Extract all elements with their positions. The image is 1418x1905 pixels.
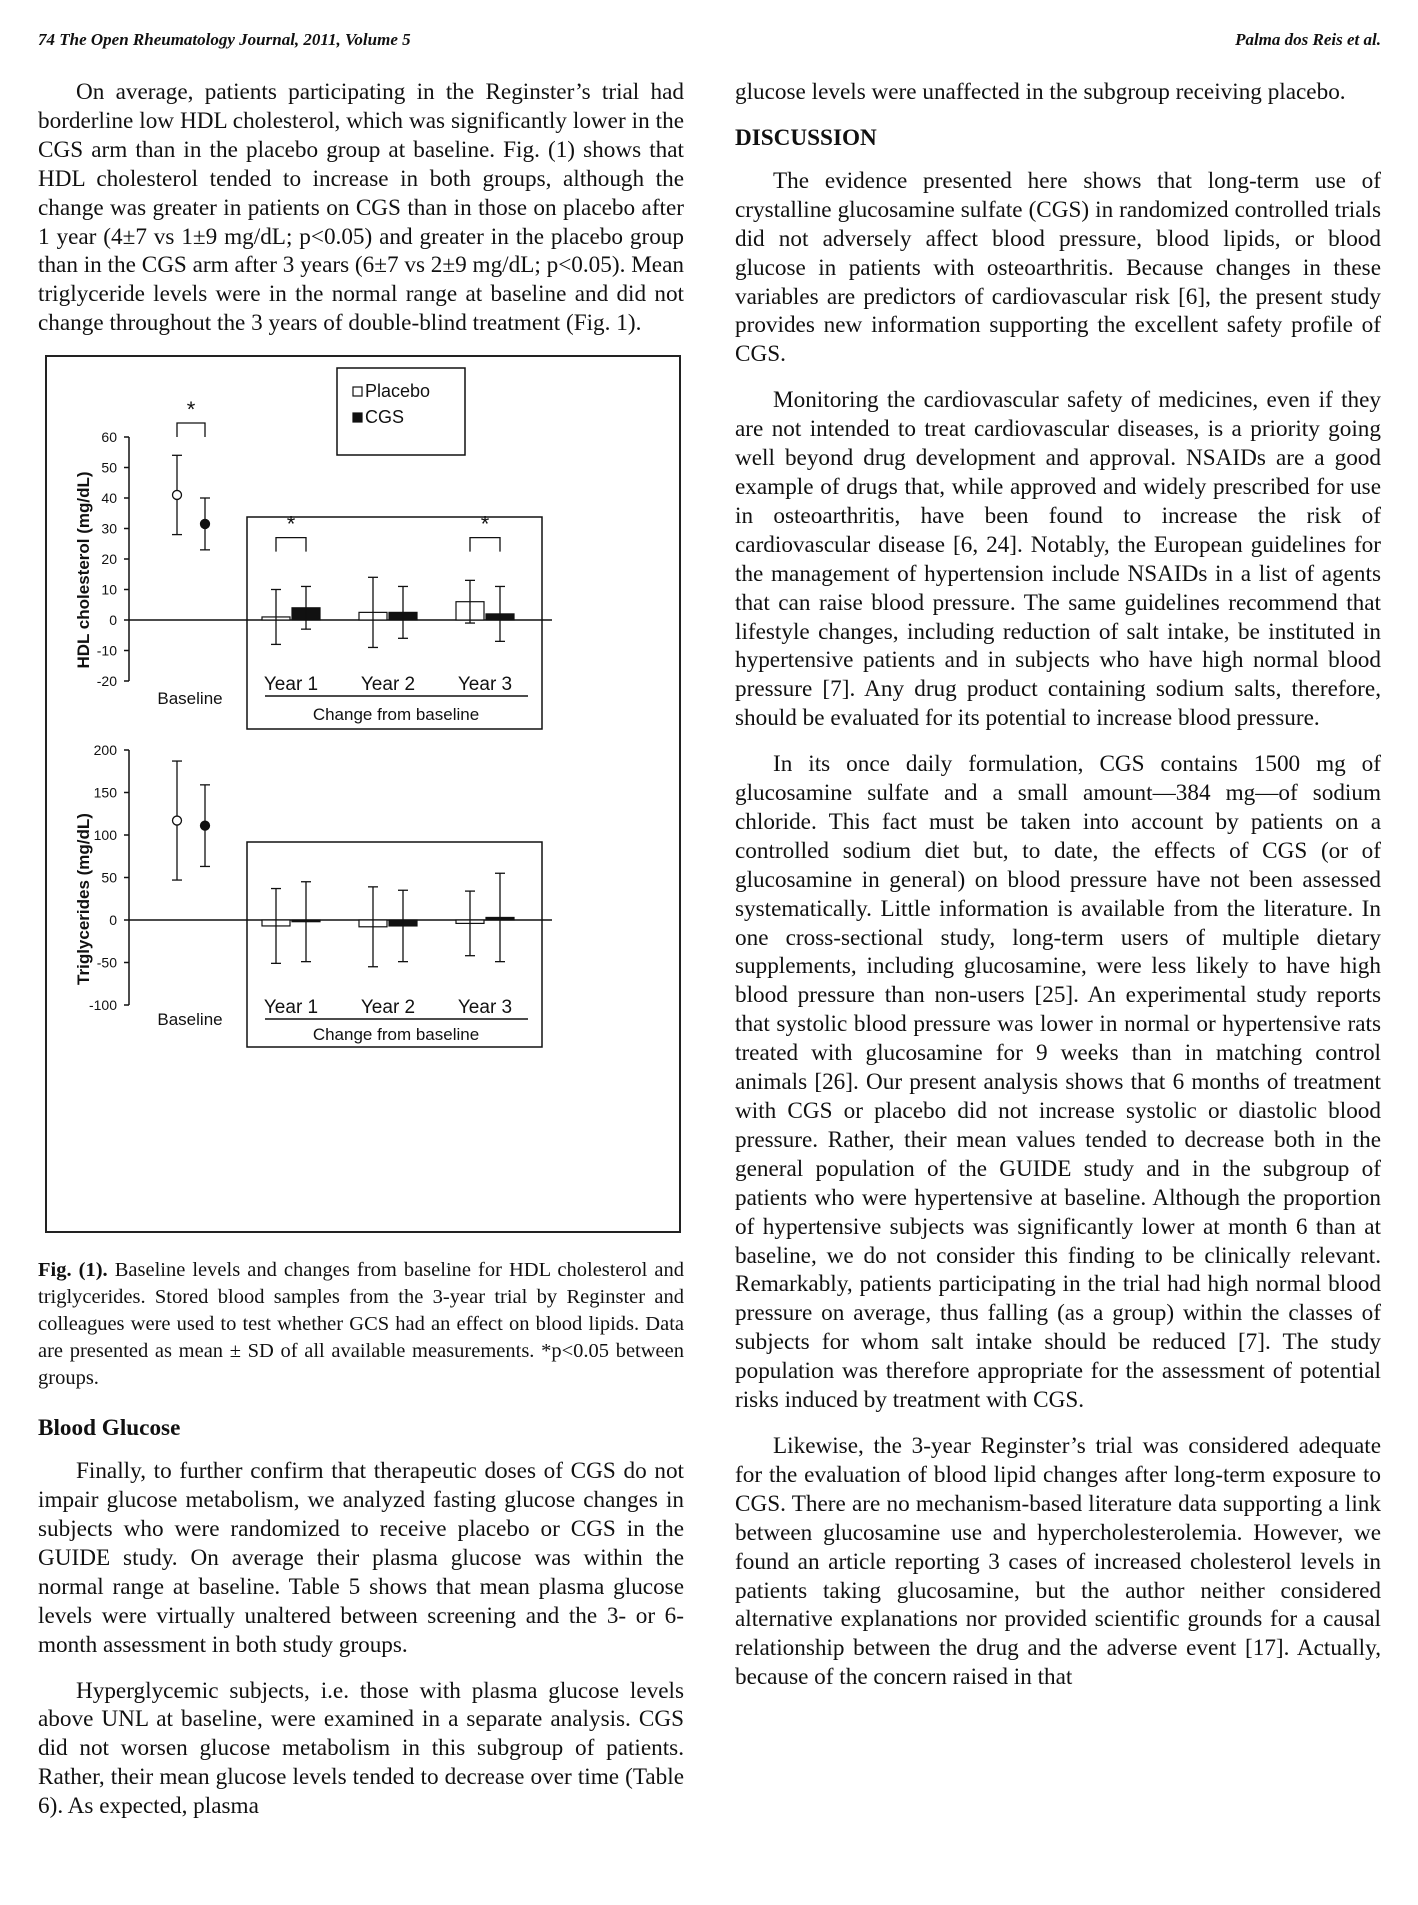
y-tick-label: 10 xyxy=(101,581,117,598)
caption-label: Fig. (1). xyxy=(38,1259,108,1282)
baseline-label: Baseline xyxy=(157,1010,223,1030)
section-heading-discussion: DISCUSSION xyxy=(735,124,877,151)
y-tick-label: 0 xyxy=(109,912,117,929)
journal-header: 74 The Open Rheumatology Journal, 2011, Volume 5 xyxy=(38,30,411,49)
baseline-point-placebo xyxy=(173,491,182,500)
y-axis-label: Triglycerides (mg/dL) xyxy=(74,813,93,986)
baseline-point-cgs xyxy=(201,520,210,529)
legend-swatch-placebo xyxy=(353,387,362,396)
figure-caption xyxy=(38,1257,684,1392)
paragraph: On average, patients participating in the Reginster’s trial had borderline low HDL cholesterol, which was significantly lower in the CGS arm than in the placebo group at baseline. Fig. (1) shows that HDL cholesterol tended to increase in both groups, although the change was greater in patients on CGS than in those on placebo after 1 year (4±7 vs 1±9 mg/dL; p<0.05) and greater in the placebo group than in the CGS arm after 3 years (6±7 vs 2±9 mg/dL; p<0.05). Mean triglyceride levels were in the normal range at baseline and did not change throughout the 3 years of double-blind treatment (Fig. 1). xyxy=(38,79,684,337)
y-tick-label: 30 xyxy=(101,520,117,537)
y-tick-label: 100 xyxy=(93,827,117,844)
legend-swatch-cgs xyxy=(353,413,362,422)
y-tick-label: -100 xyxy=(88,997,117,1014)
y-tick-label: 150 xyxy=(93,784,117,801)
legend-label-cgs: CGS xyxy=(365,407,405,428)
category-label: Year 1 xyxy=(263,674,319,696)
paragraph: In its once daily formulation, CGS contains 1500 mg of glucosamine sulfate and a small amount—384 mg—of sodium chloride. This fact must be taken into account by patients on a controlled sodium diet but, to date, the effects of CGS (or of glucosamine in general) on blood pressure have not been assessed systematically. Little information is available from the literature. In one cross-sectional study, long-term users of multiple dietary supplements, including glucosamine, were less likely to have high blood pressure than non-users [25]. An experimental study reports that systolic blood pressure was lower in normal or hypertensive rats treated with glucosamine for 9 weeks than in matching control animals [26]. Our present analysis shows that 6 months of treatment with CGS or placebo did not increase systolic or diastolic blood pressure. Rather, their mean values tended to decrease both in the general population of the GUIDE study and in the subgroup of patients who were hypertensive at baseline. Although the proportion of hypertensive subjects was significantly lower at month 6 than at baseline, we do not consider this finding to be clinically relevant. Remarkably, patients participating in the trial had high normal blood pressure on average, thus falling (as a group) within the classes of subjects for whom salt intake should be reduced [7]. The study population was therefore appropriate for the assessment of potential risks induced by treatment with CGS. xyxy=(735,751,1381,1414)
category-label: Year 3 xyxy=(457,674,513,696)
y-tick-label: 60 xyxy=(101,429,117,446)
paragraph: The evidence presented here shows that long-term use of crystalline glucosamine sulfate (CGS) in randomized controlled trials did not adversely affect blood pressure, blood lipids, or blood glucose in patients with osteoarthritis. Because changes in these variables are predictors of cardiovascular risk [6], the present study provides new information supporting the excellent safety profile of CGS. xyxy=(735,167,1381,368)
right-column xyxy=(735,78,1381,1709)
change-from-baseline-label: Change from baseline xyxy=(312,1025,480,1045)
y-tick-label: 20 xyxy=(101,551,117,568)
y-tick-label: 50 xyxy=(101,869,117,886)
baseline-point-cgs xyxy=(201,821,210,830)
paragraph: Monitoring the cardiovascular safety of medicines, even if they are not intended to treat cardiovascular diseases, is a priority going well beyond drug development and approval. NSAIDs are a good example of drugs that, while approved and widely prescribed for use in osteoarthritis, have been found to increase the risk of cardiovascular disease [6, 24]. Notably, the European guidelines for the management of hypertension include NSAIDs in a list of agents that can raise blood pressure. The same guidelines recommend that lifestyle changes, including reduction of salt intake, be instituted in hypertensive patients and in subjects who have high normal blood pressure [7]. Any drug product containing sodium salts, therefore, should be evaluated for its potential to increase blood pressure. xyxy=(735,387,1381,732)
running-header xyxy=(38,30,1381,56)
significance-bracket xyxy=(470,538,500,552)
y-tick-label: -20 xyxy=(96,673,117,690)
y-tick-label: 40 xyxy=(101,490,117,507)
y-tick-label: 50 xyxy=(101,459,117,476)
paragraph: Hyperglycemic subjects, i.e. those with plasma glucose levels above UNL at baseline, were examined in a separate analysis. CGS did not worsen glucose metabolism in this subgroup of patients. Rather, their mean glucose levels tended to decrease over time (Table 6). As expected, plasma xyxy=(38,1677,684,1820)
figure-chart xyxy=(47,357,679,1231)
category-label: Year 2 xyxy=(360,997,416,1019)
paragraph: Finally, to further confirm that therapeutic doses of CGS do not impair glucose metabolism, we analyzed fasting glucose changes in subjects who were randomized to receive placebo or CGS in the GUIDE study. On average their plasma glucose was within the normal range at baseline. Table 5 shows that mean plasma glucose levels were virtually unaltered between screening and the 3- or 6-month assessment in both study groups. xyxy=(38,1458,684,1658)
significance-asterisk: * xyxy=(480,511,490,537)
section-heading-blood-glucose: Blood Glucose xyxy=(38,1415,181,1442)
paragraph: Likewise, the 3-year Reginster’s trial was considered adequate for the evaluation of blood lipid changes after long-term exposure to CGS. There are no mechanism-based literature data supporting a link between glucosamine use and hypercholesterolemia. However, we found an article reporting 3 cases of increased cholesterol levels in patients taking glucosamine, but the author neither considered alternative explanations nor provided scientific grounds for a causal relationship between the drug and the adverse event [17]. Actually, because of the concern raised in that xyxy=(735,1432,1381,1691)
y-tick-label: 0 xyxy=(109,612,117,629)
figure-1 xyxy=(45,355,681,1233)
category-label: Year 1 xyxy=(263,997,319,1019)
category-label: Year 3 xyxy=(457,997,513,1019)
y-axis-label: HDL cholesterol (mg/dL) xyxy=(74,471,93,669)
change-from-baseline-label: Change from baseline xyxy=(312,705,480,725)
significance-bracket xyxy=(276,538,306,552)
paragraph: glucose levels were unaffected in the subgroup receiving placebo. xyxy=(735,79,1346,105)
significance-asterisk: * xyxy=(186,397,196,423)
y-tick-label: -10 xyxy=(96,642,117,659)
left-column xyxy=(38,78,684,1838)
category-label: Year 2 xyxy=(360,674,416,696)
legend-label-placebo: Placebo xyxy=(365,381,431,402)
significance-bracket xyxy=(177,423,205,437)
y-tick-label: 200 xyxy=(93,742,117,759)
y-tick-label: -50 xyxy=(96,954,117,971)
significance-asterisk: * xyxy=(286,511,296,537)
change-box xyxy=(247,517,542,729)
caption-text: Baseline levels and changes from baseline for HDL cholesterol and triglycerides. Stored blood samples from the 3-year trial by Reginster and colleagues were used to test whether GCS had an effect on blood lipids. Data are presented as mean ± SD of all available measurements. *p<0.05 between groups. xyxy=(38,1259,684,1390)
authors-header: Palma dos Reis et al. xyxy=(1235,30,1381,49)
baseline-point-placebo xyxy=(173,816,182,825)
baseline-label: Baseline xyxy=(157,689,223,709)
